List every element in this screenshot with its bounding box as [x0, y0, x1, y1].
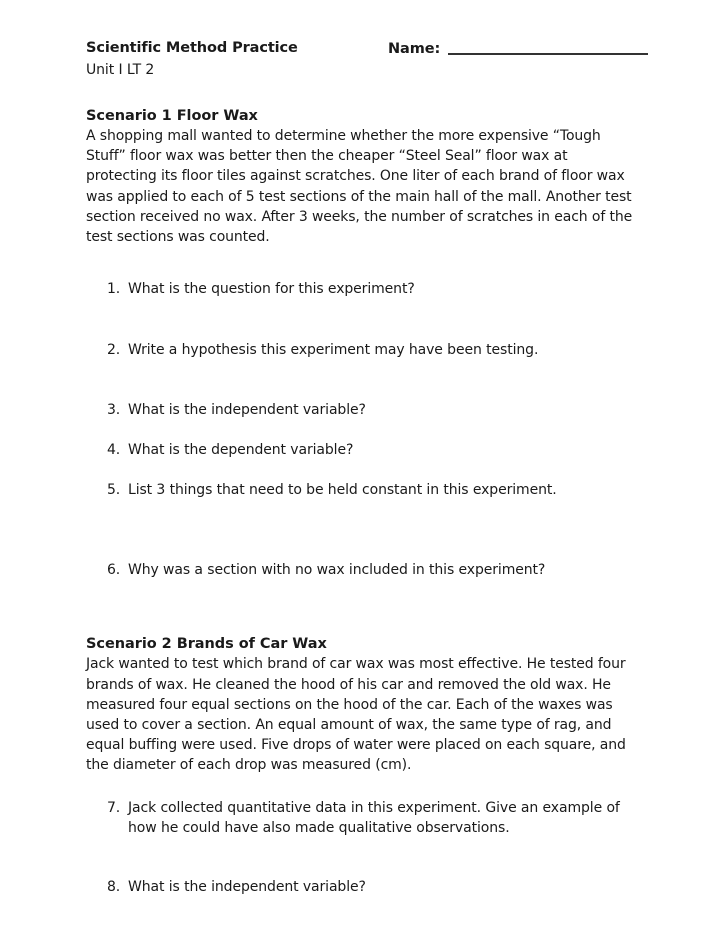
question-2-text: Write a hypothesis this experiment may have been testing.	[128, 342, 539, 359]
question-3-number: 3.	[107, 401, 121, 418]
question-3	[86, 400, 642, 420]
scenario-1	[86, 106, 642, 580]
scenario-2-question-list	[86, 798, 642, 898]
spacer	[86, 84, 642, 106]
question-2-number: 2.	[107, 342, 121, 359]
answer-space-3[interactable]	[86, 420, 642, 440]
scenario-2-body: Jack wanted to test which brand of car wax was most effective. He tested four brands of wax. He cleaned the hood of his car and removed the old wax. He measured four equal sections on the hood of the car. Each of the waxes was used to cover a section. An equal amount of wax, the same type of rag, and equal buffing were used. Five drops of water were placed on each square, and the diameter of each drop was measured (cm).	[86, 656, 626, 774]
question-4-text: What is the dependent variable?	[128, 441, 354, 458]
spacer	[86, 247, 642, 279]
question-6-text: Why was a section with no wax included in this experiment?	[128, 562, 546, 579]
name-write-in-line[interactable]	[448, 53, 648, 55]
scenario-2-heading: Scenario 2 Brands of Car Wax	[86, 636, 327, 653]
question-7	[86, 798, 642, 838]
question-5-text: List 3 things that need to be held constant in this experiment.	[128, 482, 557, 499]
scenario-2	[86, 634, 642, 897]
scenario-1-body: A shopping mall wanted to determine whether the more expensive “Tough Stuff” floor wax was better then the cheaper “Steel Seal” floor wax at protecting its floor tiles against scratches. One liter of each brand of floor wax was applied to each of 5 test sections of the main hall of the mall. Another test section received no wax. After 3 weeks, the number of scratches in each of the test sections was counted.	[86, 128, 633, 246]
name-field-block	[388, 40, 648, 58]
question-1	[86, 279, 642, 299]
page-subtitle: Unit I LT 2	[86, 62, 155, 78]
question-6	[86, 560, 642, 580]
document-header	[86, 40, 642, 84]
answer-space-7[interactable]	[86, 838, 642, 877]
question-1-text: What is the question for this experiment?	[128, 281, 415, 298]
scenario-1-heading: Scenario 1 Floor Wax	[86, 108, 258, 124]
question-7-number: 7.	[107, 799, 121, 816]
document-content	[86, 40, 642, 897]
answer-space-6[interactable]	[86, 580, 642, 634]
answer-space-5[interactable]	[86, 500, 642, 560]
question-8-number: 8.	[107, 879, 121, 896]
question-5	[86, 480, 642, 500]
question-1-number: 1.	[107, 281, 121, 298]
question-8	[86, 877, 642, 897]
scenario-1-question-list	[86, 279, 642, 580]
question-8-text: What is the independent variable?	[128, 879, 366, 896]
answer-space-1[interactable]	[86, 299, 642, 340]
question-2	[86, 340, 642, 360]
question-3-text: What is the independent variable?	[128, 401, 366, 418]
spacer	[86, 776, 642, 798]
question-5-number: 5.	[107, 482, 121, 499]
name-label: Name:	[388, 41, 441, 57]
question-4	[86, 440, 642, 460]
answer-space-2[interactable]	[86, 361, 642, 400]
question-4-number: 4.	[107, 441, 121, 458]
question-6-number: 6.	[107, 562, 121, 579]
question-7-text: Jack collected quantitative data in this experiment. Give an example of how he could have also made qualitative observations.	[128, 799, 620, 836]
answer-space-4[interactable]	[86, 460, 642, 480]
page-title: Scientific Method Practice	[86, 40, 298, 56]
